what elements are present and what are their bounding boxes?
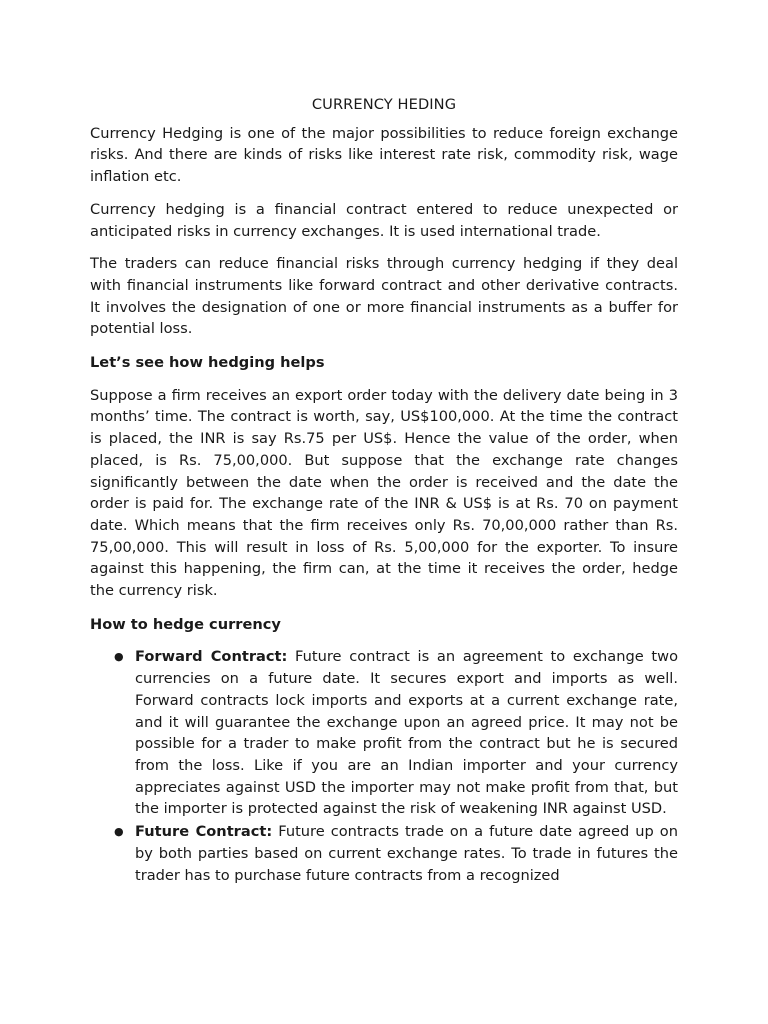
list-item-text: Future contract is an agreement to exchange two currencies on a future date. It secures export and imports as well. Forward contracts lock imports and exports at a current exchange rate, and it will guarantee the exchange upon an agreed price. It may not be possible for a trader to make profit from the contract but he is secured from the loss. Like if you are an Indian importer and your currency appreciates against USD the importer may not make profit from that, but the importer is protected against the risk of weakening INR against USD. <box>135 648 679 818</box>
hedging-methods-list <box>90 646 678 886</box>
list-item-term: Future Contract: <box>135 823 273 841</box>
bullet-icon: ● <box>114 825 124 839</box>
intro-paragraph-1: Currency Hedging is one of the major possibilities to reduce foreign exchange risks. And there are kinds of risks like interest rate risk, commodity risk, wage inflation etc. <box>90 124 678 186</box>
section-heading-how-to-hedge: How to hedge currency <box>90 615 281 633</box>
list-item-term: Forward Contract: <box>135 648 288 666</box>
intro-paragraph-2: Currency hedging is a financial contract entered to reduce unexpected or anticipated risks in currency exchanges. It is used international trade. <box>90 200 678 240</box>
section-heading-hedging-helps: Let’s see how hedging helps <box>90 354 325 372</box>
intro-paragraph-3: The traders can reduce financial risks through currency hedging if they deal with financial instruments like forward contract and other derivative contracts. It involves the designation of one or more financial instruments as a buffer for potential loss. <box>90 255 678 338</box>
document-page <box>90 94 678 887</box>
list-item-future-contract <box>90 821 678 886</box>
document-title: CURRENCY HEDING <box>311 96 457 113</box>
list-item-forward-contract <box>90 646 678 820</box>
list-item-text: Future contracts trade on a future date agreed up on by both parties based on current exchange rates. To trade in futures the trader has to purchase future contracts from a recognized <box>135 823 678 884</box>
example-paragraph: Suppose a firm receives an export order today with the delivery date being in 3 months’ time. The contract is worth, say, US$100,000. At the time the contract is placed, the INR is say Rs.75 per US$. Hence the value of the order, when placed, is Rs. 75,00,000. But suppose that the exchange rate changes significantly between the date when the order is received and the date the order is paid for. The exchange rate of the INR & US$ is at Rs. 70 on payment date. Which means that the firm receives only Rs. 70,00,000 rather than Rs. 75,00,000. This will result in loss of Rs. 5,00,000 for the exporter. To insure against this happening, the firm can, at the time it receives the order, hedge the currency risk. <box>90 386 678 600</box>
bullet-icon: ● <box>114 650 124 664</box>
